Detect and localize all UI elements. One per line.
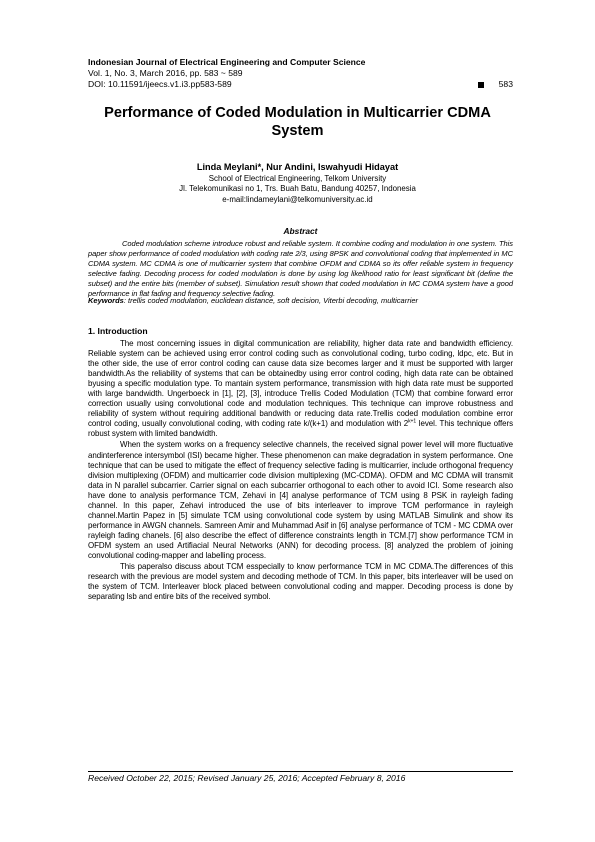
paragraph-2: When the system works on a frequency selective channels, the received signal power level will more fluctuative andinterference intersymbol (ISI) became higher. These phenomenon can make degradation in system performance. One technique that can be used to mitigate the effect of frequency selective fading is multicarrier, include orthogonal frequency division multiplexing (OFDM) and multicarrier code division multiplexing (MC-CDMA). OFDM and MC CDMA will transmit data in N parallel subcarrier. Carrier signal on each subcarrier orthogonal to each other to avoid ICI. Some research also have done to analysis performance TCM, Zehavi in [4] analyse performance of TCM using 8 PSK in rayleigh fading channel. In this paper, Zehavi introduced the use of bits interleaver to improve TCM performance in rayleigh channel.Martin Papez in [5] simulate TCM using convolutional code system by using MATLAB Simulink and show its performance in AWGN channels. Samreen Amir and Muhammad Asif in [6] analyse performance of TCM - MC CDMA over rayleigh fading chanels. [6] also describe the effect of difference constraints length in TCM.[7] show performance TCM in OFDM system an used Artifiacial Neural Networks (ANN) for decoding process. [8] analyzed the problem of joining convolutional coding-mapper and labelling process. — [88, 440, 513, 560]
abstract-body: Coded modulation scheme introduce robust and reliable system. It combine coding and modulation in one system. This paper show performance of coded modulation with coding rate 2/3, using 8PSK and convolutional coding that implemented in MC CDMA system. MC CDMA is one of multicarrier system that combine OFDM and CDMA so its offer reliable system in frequency selective fading. Decoding process for coded modulation is done by using log likelihood ratio for least significant bit (define the subset) and the entire bits (member of subset). Simulation result shown that coded modulation in MC CDMA system have a good performance in flat fading and frequency selective fading. — [88, 239, 513, 298]
keywords — [88, 296, 513, 306]
paragraph-3: This paperalso discuss about TCM esspecially to know performance TCM in MC CDMA.The differences of this research with the previous are model system and decoding methode of TCM. In this paper, bits interleaver will be used on the system of TCM. Interleaver block placed between convolutional coding and mapper. Decoding process is done by separating lsb and entire bits of the received symbol. — [88, 562, 513, 602]
paragraph-1-end: level. This technique offers robust system with limited bandwidth. — [88, 419, 513, 439]
author-email: e-mail:lindameylani@telkomuniversity.ac.id — [222, 194, 373, 204]
author-block — [60, 161, 535, 205]
paper-title-line-2: System — [271, 123, 324, 139]
paragraph-1-text: The most concerning issues in digital communication are reliability, higher data rate and bandwidth efficiency. Reliable system can be achieved using error control coding such as convolutional coding, turbo coding, ldpc, etc. But in the other side, the use of error control coding can cause data size becomes larger and it must be supported with larger bandwidth.As the reliability of systems that can be obtainedby using error control coding, high data rate can be obtained byusing a specific modulation type. To mantain system performance, transmission with high data rate must be supported with large bandwidth. Ungerboeck in [1], [2], [3], introduce Trellis Coded Modulation (TCM) that combine forward error correction usually using convolutional code and modulation techniques. This technique can improve robustness and reliability of system without requiring additional bandwith or reducing data rate.Trellis coded modulation combine error control coding, usually convolutional coding, with coding rate k/(k+1) and modulation with 2 — [88, 339, 513, 429]
received-dates: Received October 22, 2015; Revised January 25, 2016; Accepted February 8, 2016 — [88, 773, 406, 783]
keywords-text: : trellis coded modulation, euclidean distance, soft decision, Viterbi decoding, multicarrier — [123, 296, 419, 305]
page-number: 583 — [498, 79, 513, 89]
page-number-box — [478, 79, 513, 90]
introduction-section — [88, 326, 513, 603]
paper-title — [60, 104, 535, 140]
journal-header — [88, 57, 513, 90]
volume-line: Vol. 1, No. 3, March 2016, pp. 583 ~ 589 — [88, 68, 243, 78]
journal-name: Indonesian Journal of Electrical Engineering and Computer Science — [88, 57, 366, 67]
square-bullet-icon — [478, 82, 484, 88]
affiliation-address: Jl. Telekomunikasi no 1, Trs. Buah Batu, Bandung 40257, Indonesia — [179, 184, 416, 194]
footer-divider — [88, 771, 513, 772]
abstract-section — [88, 226, 513, 298]
paragraph-1-superscript: k+1 — [408, 418, 417, 425]
author-names: Linda Meylani*, Nur Andini, Iswahyudi Hidayat — [196, 162, 399, 172]
abstract-heading: Abstract — [283, 226, 318, 236]
paragraph-1 — [88, 339, 513, 439]
keywords-label: Keywords — [88, 296, 124, 305]
affiliation-school: School of Electrical Engineering, Telkom University — [208, 174, 387, 183]
doi-row — [88, 79, 513, 90]
doi-line: DOI: 10.11591/ijeecs.v1.i3.pp583-589 — [88, 79, 232, 89]
paper-title-line-1: Performance of Coded Modulation in Multicarrier CDMA — [104, 105, 491, 121]
section-heading-introduction: 1. Introduction — [88, 326, 148, 336]
